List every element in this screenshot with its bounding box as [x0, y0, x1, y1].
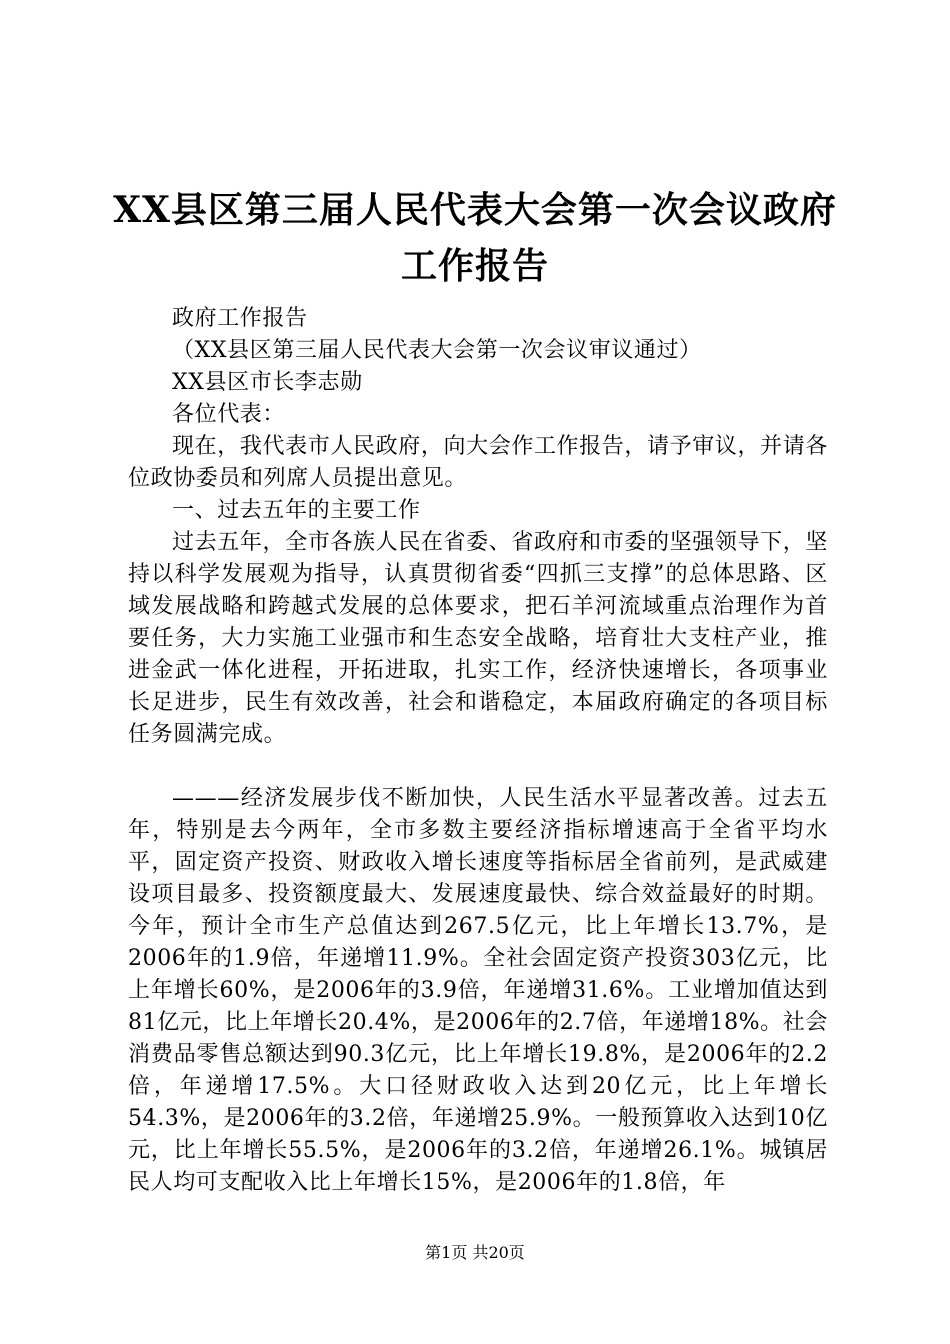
- section-heading: 一、过去五年的主要工作: [172, 498, 421, 523]
- author-paragraph: XX县区市长李志勋: [172, 370, 363, 395]
- document-title-line-2: 工作报告: [400, 245, 549, 287]
- summary-paragraph: 过去五年，全市各族人民在省委、省政府和市委的坚强领导下，坚持以科学发展观为指导，认真贯彻省委“四抓三支撑”的总体思路、区域发展战略和跨越式发展的总体要求，把石羊河流域重点治理作为首要任务，大力实施工业强市和生态安全战略，培育壮大支柱产业，推进金武一体化进程，开拓进取，扎实工作，经济快速增长，各项事业长足进步，民生有效改善，社会和谐稳定，本届政府确定的各项目标任务圆满完成。: [128, 530, 828, 747]
- approval-note-paragraph: （XX县区第三届人民代表大会第一次会议审议通过）: [172, 338, 702, 363]
- page-footer: 第1页 共20页: [425, 1243, 525, 1262]
- subtitle-paragraph: 政府工作报告: [172, 306, 308, 331]
- economy-paragraph: ———经济发展步伐不断加快，人民生活水平显著改善。过去五年，特别是去今两年，全市多数主要经济指标增速高于全省平均水平，固定资产投资、财政收入增长速度等指标居全省前列，是武威建设项目最多、投资额度最大、发展速度最快、综合效益最好的时期。今年，预计全市生产总值达到267.5亿元，比上年增长13.7%，是2006年的1.9倍，年递增11.9%。全社会固定资产投资303亿元，比上年增长60%，是2006年的3.9倍，年递增31.6%。工业增加值达到81亿元，比上年增长20.4%，是2006年的2.7倍，年递增18%。社会消费品零售总额达到90.3亿元，比上年增长19.8%，是2006年的2.2倍，年递增17.5%。大口径财政收入达到20亿元，比上年增长54.3%，是2006年的3.2倍，年递增25.9%。一般预算收入达到10亿元，比上年增长55.5%，是2006年的3.2倍，年递增26.1%。城镇居民人均可支配收入比上年增长15%，是2006年的1.8倍，年: [128, 786, 828, 1195]
- salutation-paragraph: 各位代表：: [172, 402, 286, 427]
- document-title-line-1: XX县区第三届人民代表大会第一次会议政府: [113, 189, 837, 231]
- document-body: [128, 303, 828, 1199]
- opening-paragraph: 现在，我代表市人民政府，向大会作工作报告，请予审议，并请各位政协委员和列席人员提出意见。: [128, 434, 828, 491]
